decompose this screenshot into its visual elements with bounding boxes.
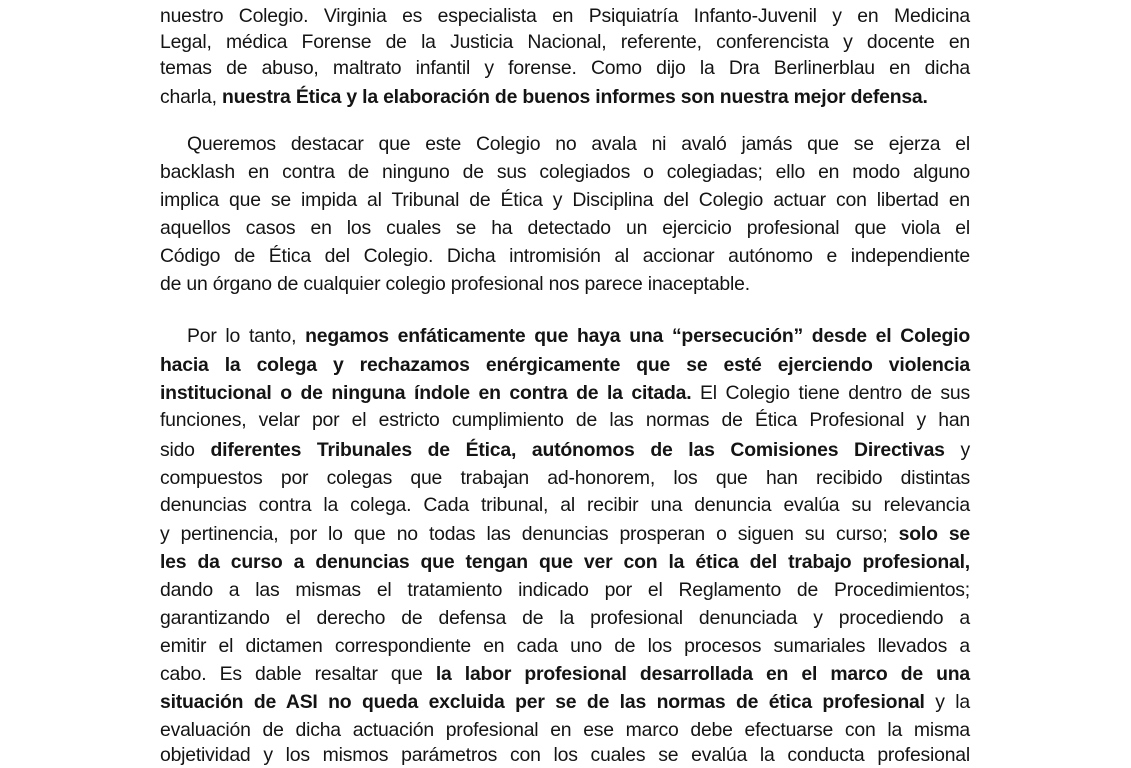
text-run: implica que se impida al Tribunal de Ética y Disciplina del Colegio actuar con libertad en: [160, 189, 970, 211]
text-run: garantizando el derecho de defensa de la profesional denunciada y procediendo a: [160, 607, 970, 629]
text-run: y: [944, 439, 970, 461]
text-line: [160, 55, 970, 81]
bold-run: situación de ASI no queda excluida per se de las normas de ética profesional: [160, 691, 925, 713]
text-run: aquellos casos en los cuales se ha detectado un ejercicio profesional que viola el: [160, 217, 970, 239]
text-run: nuestro Colegio. Virginia es especialista en Psiquiatría Infanto-Juvenil y en Medicina: [160, 5, 970, 27]
text-line: [160, 742, 970, 768]
text-run: evaluación de dicha actuación profesional en ese marco debe efectuarse con la misma: [160, 719, 970, 741]
text-run: charla,: [160, 86, 222, 108]
text-line: [160, 159, 970, 185]
text-run: El Colegio tiene dentro de sus: [691, 382, 970, 404]
text-line: [160, 407, 970, 433]
bold-run: negamos enfáticamente que haya una “persecución” desde el Colegio: [305, 325, 970, 347]
text-run: objetividad y los mismos parámetros con los cuales se evalúa la conducta profesional: [160, 744, 970, 766]
text-run: dando a las mismas el tratamiento indicado por el Reglamento de Procedimientos;: [160, 579, 970, 601]
text-run: y pertinencia, por lo que no todas las denuncias prosperan o siguen su curso;: [160, 523, 899, 545]
text-line: [160, 605, 970, 631]
text-run: compuestos por colegas que trabajan ad-honorem, los que han recibido distintas: [160, 467, 970, 489]
text-line: [160, 437, 970, 463]
text-line: [160, 492, 970, 518]
text-run: emitir el dictamen correspondiente en cada uno de los procesos sumariales llevados a: [160, 635, 970, 657]
text-line: [160, 84, 970, 110]
text-line: [160, 271, 970, 297]
text-run: Código de Ética del Colegio. Dicha intromisión al accionar autónomo e independiente: [160, 245, 970, 267]
text-run: Queremos destacar que este Colegio no avala ni avaló jamás que se ejerza el: [187, 133, 970, 155]
text-line: [160, 465, 970, 491]
bold-run: hacia la colega y rechazamos enérgicamente que se esté ejerciendo violencia: [160, 354, 970, 376]
text-line: [160, 577, 970, 603]
text-line: [160, 215, 970, 241]
text-line: [160, 661, 970, 687]
bold-run: diferentes Tribunales de Ética, autónomos de las Comisiones Directivas: [210, 439, 945, 461]
text-line: [160, 521, 970, 547]
text-line: [187, 131, 970, 157]
text-line: [160, 187, 970, 213]
text-run: sido: [160, 439, 211, 461]
text-line: [160, 549, 970, 575]
text-line: [160, 29, 970, 55]
text-run: funciones, velar por el estricto cumplimiento de las normas de Ética Profesional y han: [160, 409, 970, 431]
text-line: [160, 689, 970, 715]
text-run: Por lo tanto,: [187, 325, 306, 347]
text-run: de un órgano de cualquier colegio profesional nos parece inaceptable.: [160, 273, 750, 295]
text-line: [187, 323, 970, 349]
bold-run: les da curso a denuncias que tengan que ver con la ética del trabajo profesional,: [160, 551, 970, 573]
text-run: Legal, médica Forense de la Justicia Nacional, referente, conferencista y docente en: [160, 31, 970, 53]
text-line: [160, 352, 970, 378]
text-line: [160, 633, 970, 659]
text-run: y la: [924, 691, 970, 713]
text-run: temas de abuso, maltrato infantil y forense. Como dijo la Dra Berlinerblau en dicha: [160, 57, 970, 79]
bold-run: nuestra Ética y la elaboración de buenos informes son nuestra mejor defensa.: [222, 86, 928, 108]
text-line: [160, 3, 970, 29]
text-run: cabo. Es dable resaltar que: [160, 663, 436, 685]
text-line: [160, 717, 970, 743]
text-line: [160, 380, 970, 406]
text-run: backlash en contra de ninguno de sus colegiados o colegiadas; ello en modo alguno: [160, 161, 970, 183]
text-run: denuncias contra la colega. Cada tribunal, al recibir una denuncia evalúa su relevancia: [160, 494, 970, 516]
bold-run: la labor profesional desarrollada en el marco de una: [435, 663, 970, 685]
text-line: [160, 243, 970, 269]
bold-run: institucional o de ninguna índole en contra de la citada.: [160, 382, 692, 404]
bold-run: solo se: [898, 523, 970, 545]
